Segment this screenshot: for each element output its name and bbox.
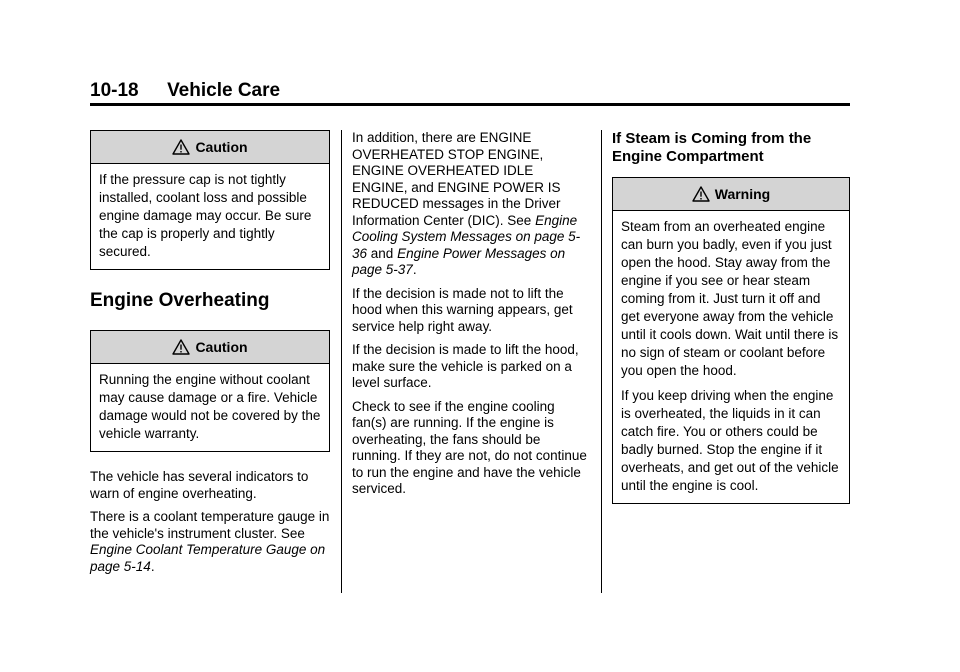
column-1 bbox=[90, 130, 330, 582]
subsection-title: If Steam is Coming from the Engine Compartment bbox=[612, 130, 812, 165]
paragraph: There is a coolant temperature gauge in the vehicle's instrument cluster. See Engine Coolant Temperature Gauge on page 5-14. bbox=[90, 509, 330, 574]
caution-header bbox=[91, 331, 329, 364]
section-title: Engine Overheating bbox=[90, 290, 270, 311]
caution-icon bbox=[172, 139, 190, 155]
warning-label: Warning bbox=[714, 186, 771, 202]
caution-text: Running the engine without coolant may cause damage or a fire. Vehicle damage would not be covered by the vehicle warranty. bbox=[99, 372, 321, 441]
caution-header bbox=[91, 131, 329, 164]
caution-text: If the pressure cap is not tightly installed, coolant loss and possible engine damage may occur. Be sure the cap is properly and tightly secured. bbox=[99, 172, 312, 259]
cross-reference-link[interactable]: Engine Cooling System Messages on page 5-36 bbox=[352, 212, 581, 261]
caution-label: Caution bbox=[195, 139, 248, 155]
header-rule bbox=[90, 103, 850, 106]
warning-box bbox=[612, 177, 850, 504]
column-2 bbox=[352, 130, 592, 505]
caution-label: Caution bbox=[195, 339, 248, 355]
page-number: 10-18 bbox=[90, 80, 139, 101]
column-divider bbox=[341, 130, 342, 593]
paragraph: Check to see if the engine cooling fan(s) are running. If the engine is overheating, the fans should be running. If they are not, do not continue to run the engine and have the vehicle serviced. bbox=[352, 398, 587, 496]
cross-reference-link[interactable]: Engine Power Messages on page 5-37 bbox=[352, 245, 566, 277]
page-title: Vehicle Care bbox=[167, 80, 281, 101]
warning-text: If you keep driving when the engine is overheated, the liquids in it can catch fire. You or others could be badly burned. Stop the engine if it overheats, and get out of the vehicle until the engine is cool. bbox=[621, 388, 839, 493]
warning-icon bbox=[692, 186, 710, 202]
column-divider bbox=[601, 130, 602, 593]
paragraph: In addition, there are ENGINE OVERHEATED STOP ENGINE, ENGINE OVERHEATED IDLE ENGINE, and ENGINE POWER IS REDUCED messages in the Driver Information Center (DIC). See Engine Cooling System Messages on page 5-36 and Engine Power Messages on page 5-37. bbox=[352, 130, 581, 277]
caution-icon bbox=[172, 339, 190, 355]
warning-text: Steam from an overheated engine can burn you badly, even if you just open the hood. Stay away from the engine if you see or hear steam coming from it. Just turn it off and get everyone away from the vehicle until it cools down. Wait until there is no sign of steam or coolant before you open the hood. bbox=[621, 219, 839, 378]
warning-header bbox=[613, 178, 849, 211]
paragraph: If the decision is made not to lift the hood when this warning appears, get service help right away. bbox=[352, 285, 573, 334]
page-header bbox=[90, 80, 850, 102]
caution-box bbox=[90, 130, 330, 270]
paragraph: The vehicle has several indicators to warn of engine overheating. bbox=[90, 469, 309, 501]
caution-box bbox=[90, 330, 330, 452]
cross-reference-link[interactable]: Engine Coolant Temperature Gauge on page 5-14 bbox=[90, 542, 326, 574]
column-3 bbox=[612, 130, 850, 504]
paragraph: If the decision is made to lift the hood, make sure the vehicle is parked on a level surface. bbox=[352, 342, 579, 390]
